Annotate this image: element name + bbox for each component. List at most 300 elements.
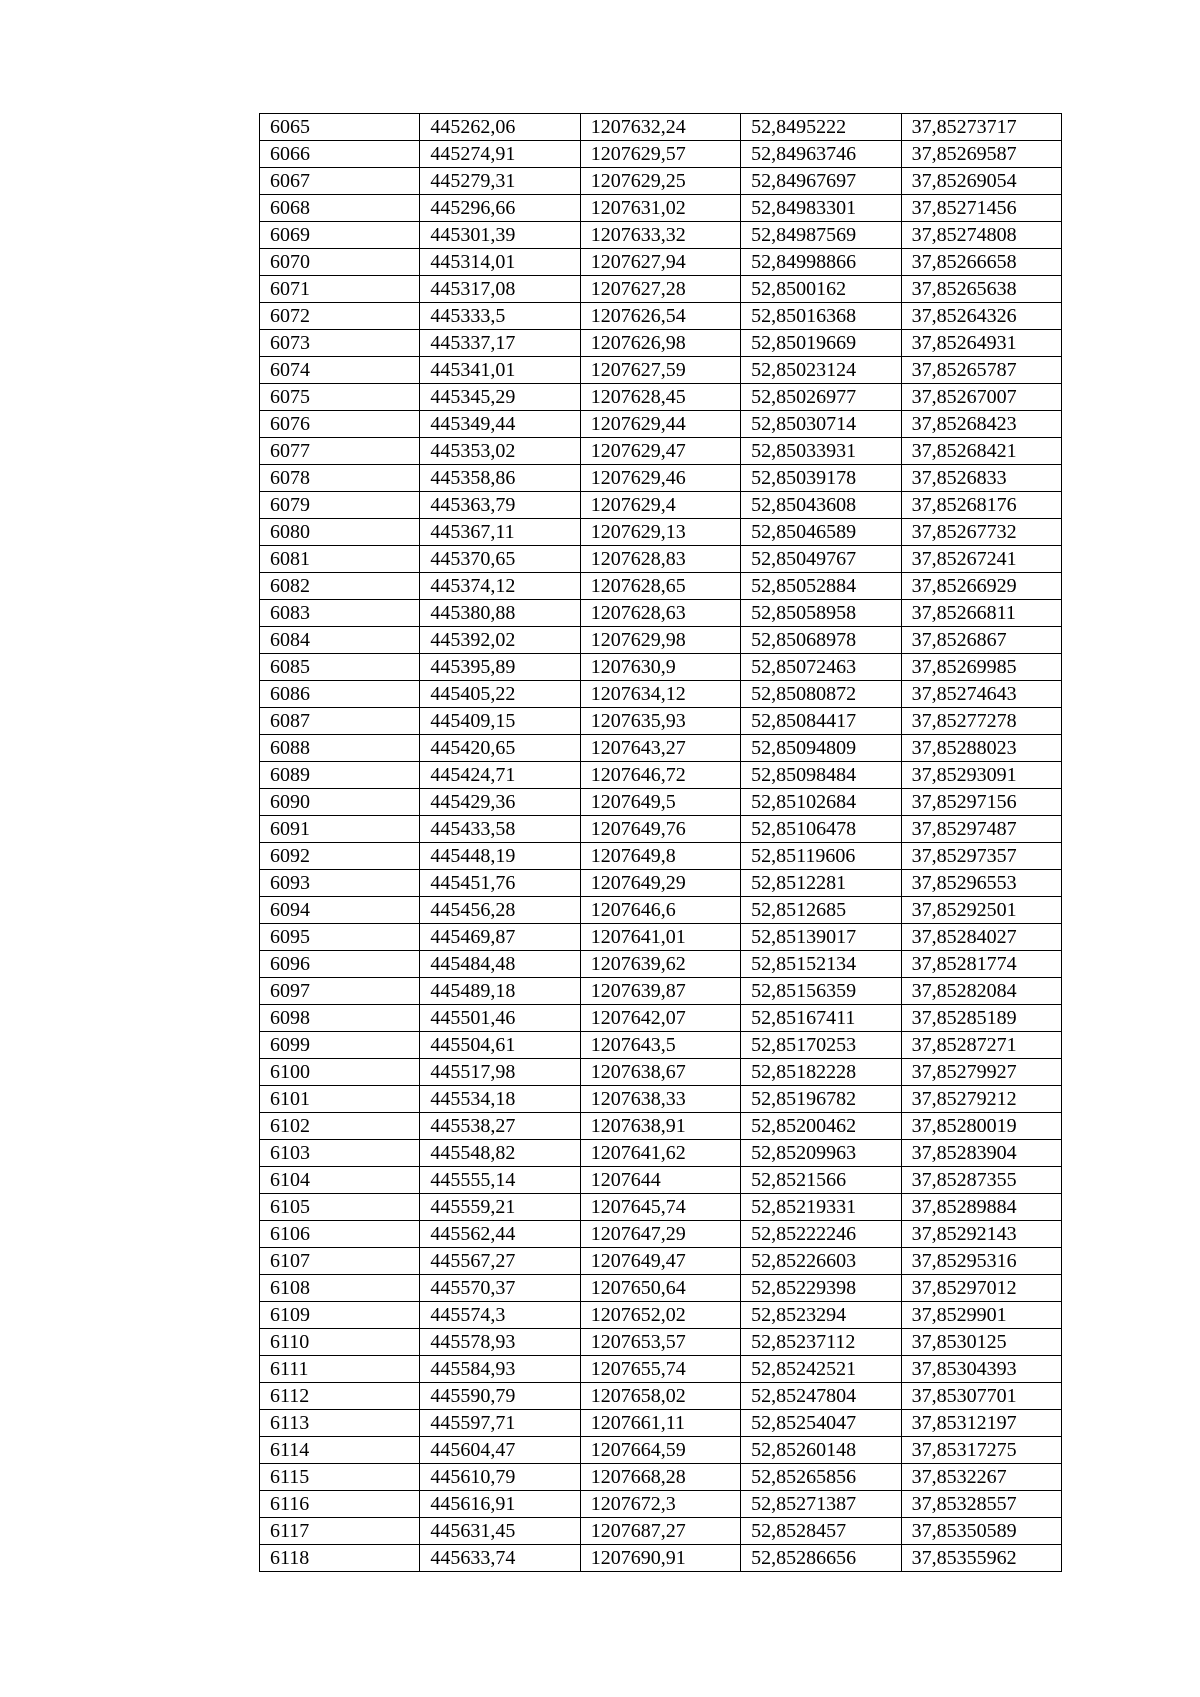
- y-coordinate-cell: 1207629,57: [580, 141, 740, 168]
- y-coordinate-cell: 1207629,25: [580, 168, 740, 195]
- table-row: [260, 519, 1062, 546]
- point-number-cell: 6093: [260, 870, 420, 897]
- table-row: [260, 978, 1062, 1005]
- longitude-cell: 37,85279927: [901, 1059, 1061, 1086]
- x-coordinate-cell: 445349,44: [420, 411, 580, 438]
- x-coordinate-cell: 445469,87: [420, 924, 580, 951]
- point-number-cell: 6116: [260, 1491, 420, 1518]
- latitude-cell: 52,85098484: [741, 762, 901, 789]
- table-row: [260, 1221, 1062, 1248]
- latitude-cell: 52,85156359: [741, 978, 901, 1005]
- latitude-cell: 52,85200462: [741, 1113, 901, 1140]
- point-number-cell: 6101: [260, 1086, 420, 1113]
- latitude-cell: 52,84967697: [741, 168, 901, 195]
- latitude-cell: 52,85219331: [741, 1194, 901, 1221]
- table-row: [260, 546, 1062, 573]
- y-coordinate-cell: 1207627,59: [580, 357, 740, 384]
- table-row: [260, 1248, 1062, 1275]
- longitude-cell: 37,85285189: [901, 1005, 1061, 1032]
- latitude-cell: 52,85102684: [741, 789, 901, 816]
- y-coordinate-cell: 1207628,45: [580, 384, 740, 411]
- y-coordinate-cell: 1207649,47: [580, 1248, 740, 1275]
- point-number-cell: 6098: [260, 1005, 420, 1032]
- longitude-cell: 37,85292501: [901, 897, 1061, 924]
- longitude-cell: 37,85289884: [901, 1194, 1061, 1221]
- y-coordinate-cell: 1207628,63: [580, 600, 740, 627]
- x-coordinate-cell: 445610,79: [420, 1464, 580, 1491]
- point-number-cell: 6065: [260, 114, 420, 141]
- table-row: [260, 924, 1062, 951]
- table-row: [260, 654, 1062, 681]
- y-coordinate-cell: 1207635,93: [580, 708, 740, 735]
- longitude-cell: 37,8532267: [901, 1464, 1061, 1491]
- point-number-cell: 6114: [260, 1437, 420, 1464]
- y-coordinate-cell: 1207627,28: [580, 276, 740, 303]
- x-coordinate-cell: 445504,61: [420, 1032, 580, 1059]
- table-row: [260, 1167, 1062, 1194]
- point-number-cell: 6088: [260, 735, 420, 762]
- table-row: [260, 762, 1062, 789]
- x-coordinate-cell: 445341,01: [420, 357, 580, 384]
- y-coordinate-cell: 1207644: [580, 1167, 740, 1194]
- longitude-cell: 37,85287271: [901, 1032, 1061, 1059]
- point-number-cell: 6111: [260, 1356, 420, 1383]
- table-row: [260, 1059, 1062, 1086]
- y-coordinate-cell: 1207647,29: [580, 1221, 740, 1248]
- longitude-cell: 37,85266929: [901, 573, 1061, 600]
- point-number-cell: 6104: [260, 1167, 420, 1194]
- y-coordinate-cell: 1207672,3: [580, 1491, 740, 1518]
- point-number-cell: 6087: [260, 708, 420, 735]
- y-coordinate-cell: 1207690,91: [580, 1545, 740, 1572]
- y-coordinate-cell: 1207633,32: [580, 222, 740, 249]
- x-coordinate-cell: 445548,82: [420, 1140, 580, 1167]
- table-row: [260, 1005, 1062, 1032]
- longitude-cell: 37,85307701: [901, 1383, 1061, 1410]
- longitude-cell: 37,85288023: [901, 735, 1061, 762]
- table-row: [260, 114, 1062, 141]
- x-coordinate-cell: 445395,89: [420, 654, 580, 681]
- table-row: [260, 1140, 1062, 1167]
- y-coordinate-cell: 1207646,72: [580, 762, 740, 789]
- latitude-cell: 52,85265856: [741, 1464, 901, 1491]
- longitude-cell: 37,85293091: [901, 762, 1061, 789]
- longitude-cell: 37,85274643: [901, 681, 1061, 708]
- latitude-cell: 52,85052884: [741, 573, 901, 600]
- table-row: [260, 1302, 1062, 1329]
- point-number-cell: 6096: [260, 951, 420, 978]
- table-row: [260, 951, 1062, 978]
- y-coordinate-cell: 1207645,74: [580, 1194, 740, 1221]
- longitude-cell: 37,85297156: [901, 789, 1061, 816]
- x-coordinate-cell: 445279,31: [420, 168, 580, 195]
- latitude-cell: 52,85039178: [741, 465, 901, 492]
- x-coordinate-cell: 445424,71: [420, 762, 580, 789]
- latitude-cell: 52,84987569: [741, 222, 901, 249]
- y-coordinate-cell: 1207631,02: [580, 195, 740, 222]
- table-row: [260, 1032, 1062, 1059]
- x-coordinate-cell: 445337,17: [420, 330, 580, 357]
- latitude-cell: 52,85170253: [741, 1032, 901, 1059]
- longitude-cell: 37,85328557: [901, 1491, 1061, 1518]
- latitude-cell: 52,85049767: [741, 546, 901, 573]
- latitude-cell: 52,85046589: [741, 519, 901, 546]
- longitude-cell: 37,85277278: [901, 708, 1061, 735]
- point-number-cell: 6073: [260, 330, 420, 357]
- latitude-cell: 52,85237112: [741, 1329, 901, 1356]
- x-coordinate-cell: 445501,46: [420, 1005, 580, 1032]
- table-row: [260, 168, 1062, 195]
- point-number-cell: 6084: [260, 627, 420, 654]
- table-row: [260, 492, 1062, 519]
- point-number-cell: 6072: [260, 303, 420, 330]
- y-coordinate-cell: 1207628,83: [580, 546, 740, 573]
- y-coordinate-cell: 1207634,12: [580, 681, 740, 708]
- x-coordinate-cell: 445633,74: [420, 1545, 580, 1572]
- longitude-cell: 37,85350589: [901, 1518, 1061, 1545]
- x-coordinate-cell: 445578,93: [420, 1329, 580, 1356]
- x-coordinate-cell: 445584,93: [420, 1356, 580, 1383]
- latitude-cell: 52,85043608: [741, 492, 901, 519]
- latitude-cell: 52,85182228: [741, 1059, 901, 1086]
- x-coordinate-cell: 445420,65: [420, 735, 580, 762]
- point-number-cell: 6069: [260, 222, 420, 249]
- point-number-cell: 6076: [260, 411, 420, 438]
- y-coordinate-cell: 1207655,74: [580, 1356, 740, 1383]
- point-number-cell: 6112: [260, 1383, 420, 1410]
- longitude-cell: 37,8530125: [901, 1329, 1061, 1356]
- x-coordinate-cell: 445570,37: [420, 1275, 580, 1302]
- y-coordinate-cell: 1207629,47: [580, 438, 740, 465]
- y-coordinate-cell: 1207627,94: [580, 249, 740, 276]
- longitude-cell: 37,85283904: [901, 1140, 1061, 1167]
- point-number-cell: 6091: [260, 816, 420, 843]
- latitude-cell: 52,85019669: [741, 330, 901, 357]
- y-coordinate-cell: 1207653,57: [580, 1329, 740, 1356]
- point-number-cell: 6083: [260, 600, 420, 627]
- table-row: [260, 1464, 1062, 1491]
- longitude-cell: 37,85273717: [901, 114, 1061, 141]
- x-coordinate-cell: 445314,01: [420, 249, 580, 276]
- latitude-cell: 52,85196782: [741, 1086, 901, 1113]
- x-coordinate-cell: 445405,22: [420, 681, 580, 708]
- y-coordinate-cell: 1207628,65: [580, 573, 740, 600]
- point-number-cell: 6071: [260, 276, 420, 303]
- table-row: [260, 681, 1062, 708]
- point-number-cell: 6103: [260, 1140, 420, 1167]
- latitude-cell: 52,85080872: [741, 681, 901, 708]
- latitude-cell: 52,85209963: [741, 1140, 901, 1167]
- table-body: [260, 114, 1062, 1572]
- point-number-cell: 6075: [260, 384, 420, 411]
- y-coordinate-cell: 1207658,02: [580, 1383, 740, 1410]
- table-row: [260, 1356, 1062, 1383]
- point-number-cell: 6097: [260, 978, 420, 1005]
- y-coordinate-cell: 1207646,6: [580, 897, 740, 924]
- longitude-cell: 37,85268421: [901, 438, 1061, 465]
- latitude-cell: 52,84963746: [741, 141, 901, 168]
- x-coordinate-cell: 445429,36: [420, 789, 580, 816]
- x-coordinate-cell: 445574,3: [420, 1302, 580, 1329]
- point-number-cell: 6107: [260, 1248, 420, 1275]
- coordinates-table: [259, 113, 1062, 1572]
- point-number-cell: 6085: [260, 654, 420, 681]
- point-number-cell: 6070: [260, 249, 420, 276]
- point-number-cell: 6094: [260, 897, 420, 924]
- latitude-cell: 52,8500162: [741, 276, 901, 303]
- table-row: [260, 627, 1062, 654]
- latitude-cell: 52,85139017: [741, 924, 901, 951]
- table-row: [260, 141, 1062, 168]
- table-row: [260, 735, 1062, 762]
- y-coordinate-cell: 1207649,5: [580, 789, 740, 816]
- longitude-cell: 37,8526833: [901, 465, 1061, 492]
- x-coordinate-cell: 445567,27: [420, 1248, 580, 1275]
- longitude-cell: 37,85304393: [901, 1356, 1061, 1383]
- point-number-cell: 6082: [260, 573, 420, 600]
- longitude-cell: 37,85274808: [901, 222, 1061, 249]
- latitude-cell: 52,85286656: [741, 1545, 901, 1572]
- y-coordinate-cell: 1207643,27: [580, 735, 740, 762]
- point-number-cell: 6067: [260, 168, 420, 195]
- table-row: [260, 249, 1062, 276]
- latitude-cell: 52,85226603: [741, 1248, 901, 1275]
- longitude-cell: 37,85264326: [901, 303, 1061, 330]
- table-row: [260, 600, 1062, 627]
- y-coordinate-cell: 1207626,54: [580, 303, 740, 330]
- latitude-cell: 52,8523294: [741, 1302, 901, 1329]
- x-coordinate-cell: 445562,44: [420, 1221, 580, 1248]
- longitude-cell: 37,85267007: [901, 384, 1061, 411]
- point-number-cell: 6115: [260, 1464, 420, 1491]
- longitude-cell: 37,85268176: [901, 492, 1061, 519]
- y-coordinate-cell: 1207641,62: [580, 1140, 740, 1167]
- longitude-cell: 37,85287355: [901, 1167, 1061, 1194]
- latitude-cell: 52,85242521: [741, 1356, 901, 1383]
- x-coordinate-cell: 445534,18: [420, 1086, 580, 1113]
- latitude-cell: 52,85152134: [741, 951, 901, 978]
- table-row: [260, 411, 1062, 438]
- longitude-cell: 37,85269985: [901, 654, 1061, 681]
- table-row: [260, 276, 1062, 303]
- point-number-cell: 6106: [260, 1221, 420, 1248]
- y-coordinate-cell: 1207649,29: [580, 870, 740, 897]
- longitude-cell: 37,85282084: [901, 978, 1061, 1005]
- latitude-cell: 52,85222246: [741, 1221, 901, 1248]
- table-row: [260, 843, 1062, 870]
- x-coordinate-cell: 445392,02: [420, 627, 580, 654]
- longitude-cell: 37,85266658: [901, 249, 1061, 276]
- table-row: [260, 357, 1062, 384]
- latitude-cell: 52,8521566: [741, 1167, 901, 1194]
- table-row: [260, 384, 1062, 411]
- x-coordinate-cell: 445631,45: [420, 1518, 580, 1545]
- x-coordinate-cell: 445409,15: [420, 708, 580, 735]
- x-coordinate-cell: 445301,39: [420, 222, 580, 249]
- table-row: [260, 1329, 1062, 1356]
- x-coordinate-cell: 445555,14: [420, 1167, 580, 1194]
- table-row: [260, 1113, 1062, 1140]
- y-coordinate-cell: 1207638,33: [580, 1086, 740, 1113]
- y-coordinate-cell: 1207649,76: [580, 816, 740, 843]
- table-row: [260, 1491, 1062, 1518]
- y-coordinate-cell: 1207650,64: [580, 1275, 740, 1302]
- table-row: [260, 897, 1062, 924]
- table-row: [260, 330, 1062, 357]
- table-row: [260, 1383, 1062, 1410]
- point-number-cell: 6089: [260, 762, 420, 789]
- y-coordinate-cell: 1207632,24: [580, 114, 740, 141]
- point-number-cell: 6078: [260, 465, 420, 492]
- longitude-cell: 37,85295316: [901, 1248, 1061, 1275]
- x-coordinate-cell: 445274,91: [420, 141, 580, 168]
- longitude-cell: 37,85281774: [901, 951, 1061, 978]
- y-coordinate-cell: 1207629,46: [580, 465, 740, 492]
- x-coordinate-cell: 445538,27: [420, 1113, 580, 1140]
- table-row: [260, 1518, 1062, 1545]
- latitude-cell: 52,85026977: [741, 384, 901, 411]
- latitude-cell: 52,85072463: [741, 654, 901, 681]
- y-coordinate-cell: 1207664,59: [580, 1437, 740, 1464]
- table-row: [260, 438, 1062, 465]
- latitude-cell: 52,85068978: [741, 627, 901, 654]
- x-coordinate-cell: 445604,47: [420, 1437, 580, 1464]
- longitude-cell: 37,85271456: [901, 195, 1061, 222]
- longitude-cell: 37,85267241: [901, 546, 1061, 573]
- point-number-cell: 6099: [260, 1032, 420, 1059]
- latitude-cell: 52,8512685: [741, 897, 901, 924]
- point-number-cell: 6079: [260, 492, 420, 519]
- y-coordinate-cell: 1207629,13: [580, 519, 740, 546]
- latitude-cell: 52,85167411: [741, 1005, 901, 1032]
- longitude-cell: 37,85297487: [901, 816, 1061, 843]
- longitude-cell: 37,85284027: [901, 924, 1061, 951]
- longitude-cell: 37,85312197: [901, 1410, 1061, 1437]
- x-coordinate-cell: 445317,08: [420, 276, 580, 303]
- latitude-cell: 52,84998866: [741, 249, 901, 276]
- latitude-cell: 52,85033931: [741, 438, 901, 465]
- table-row: [260, 1275, 1062, 1302]
- table-row: [260, 222, 1062, 249]
- point-number-cell: 6102: [260, 1113, 420, 1140]
- y-coordinate-cell: 1207629,4: [580, 492, 740, 519]
- table-row: [260, 195, 1062, 222]
- y-coordinate-cell: 1207687,27: [580, 1518, 740, 1545]
- table-row: [260, 573, 1062, 600]
- latitude-cell: 52,85271387: [741, 1491, 901, 1518]
- x-coordinate-cell: 445374,12: [420, 573, 580, 600]
- point-number-cell: 6092: [260, 843, 420, 870]
- longitude-cell: 37,85265787: [901, 357, 1061, 384]
- longitude-cell: 37,85297357: [901, 843, 1061, 870]
- longitude-cell: 37,85268423: [901, 411, 1061, 438]
- y-coordinate-cell: 1207642,07: [580, 1005, 740, 1032]
- x-coordinate-cell: 445489,18: [420, 978, 580, 1005]
- longitude-cell: 37,85265638: [901, 276, 1061, 303]
- y-coordinate-cell: 1207652,02: [580, 1302, 740, 1329]
- table-row: [260, 1437, 1062, 1464]
- latitude-cell: 52,85094809: [741, 735, 901, 762]
- y-coordinate-cell: 1207661,11: [580, 1410, 740, 1437]
- x-coordinate-cell: 445590,79: [420, 1383, 580, 1410]
- longitude-cell: 37,8526867: [901, 627, 1061, 654]
- longitude-cell: 37,85317275: [901, 1437, 1061, 1464]
- x-coordinate-cell: 445358,86: [420, 465, 580, 492]
- point-number-cell: 6117: [260, 1518, 420, 1545]
- longitude-cell: 37,85264931: [901, 330, 1061, 357]
- longitude-cell: 37,85269587: [901, 141, 1061, 168]
- longitude-cell: 37,85296553: [901, 870, 1061, 897]
- latitude-cell: 52,8528457: [741, 1518, 901, 1545]
- point-number-cell: 6086: [260, 681, 420, 708]
- latitude-cell: 52,85119606: [741, 843, 901, 870]
- latitude-cell: 52,85106478: [741, 816, 901, 843]
- point-number-cell: 6118: [260, 1545, 420, 1572]
- y-coordinate-cell: 1207630,9: [580, 654, 740, 681]
- y-coordinate-cell: 1207649,8: [580, 843, 740, 870]
- longitude-cell: 37,85297012: [901, 1275, 1061, 1302]
- longitude-cell: 37,85355962: [901, 1545, 1061, 1572]
- x-coordinate-cell: 445559,21: [420, 1194, 580, 1221]
- x-coordinate-cell: 445517,98: [420, 1059, 580, 1086]
- longitude-cell: 37,85269054: [901, 168, 1061, 195]
- point-number-cell: 6110: [260, 1329, 420, 1356]
- point-number-cell: 6080: [260, 519, 420, 546]
- table-row: [260, 789, 1062, 816]
- table-row: [260, 708, 1062, 735]
- longitude-cell: 37,85279212: [901, 1086, 1061, 1113]
- latitude-cell: 52,85229398: [741, 1275, 901, 1302]
- longitude-cell: 37,85292143: [901, 1221, 1061, 1248]
- longitude-cell: 37,8529901: [901, 1302, 1061, 1329]
- x-coordinate-cell: 445345,29: [420, 384, 580, 411]
- latitude-cell: 52,85254047: [741, 1410, 901, 1437]
- x-coordinate-cell: 445616,91: [420, 1491, 580, 1518]
- y-coordinate-cell: 1207639,62: [580, 951, 740, 978]
- point-number-cell: 6109: [260, 1302, 420, 1329]
- x-coordinate-cell: 445296,66: [420, 195, 580, 222]
- x-coordinate-cell: 445597,71: [420, 1410, 580, 1437]
- y-coordinate-cell: 1207626,98: [580, 330, 740, 357]
- x-coordinate-cell: 445367,11: [420, 519, 580, 546]
- longitude-cell: 37,85266811: [901, 600, 1061, 627]
- point-number-cell: 6105: [260, 1194, 420, 1221]
- table-row: [260, 1194, 1062, 1221]
- table-row: [260, 465, 1062, 492]
- point-number-cell: 6095: [260, 924, 420, 951]
- y-coordinate-cell: 1207641,01: [580, 924, 740, 951]
- point-number-cell: 6108: [260, 1275, 420, 1302]
- x-coordinate-cell: 445370,65: [420, 546, 580, 573]
- latitude-cell: 52,85016368: [741, 303, 901, 330]
- x-coordinate-cell: 445333,5: [420, 303, 580, 330]
- latitude-cell: 52,84983301: [741, 195, 901, 222]
- point-number-cell: 6066: [260, 141, 420, 168]
- x-coordinate-cell: 445262,06: [420, 114, 580, 141]
- y-coordinate-cell: 1207638,67: [580, 1059, 740, 1086]
- y-coordinate-cell: 1207629,44: [580, 411, 740, 438]
- table-row: [260, 816, 1062, 843]
- y-coordinate-cell: 1207639,87: [580, 978, 740, 1005]
- table-row: [260, 870, 1062, 897]
- latitude-cell: 52,85030714: [741, 411, 901, 438]
- x-coordinate-cell: 445353,02: [420, 438, 580, 465]
- y-coordinate-cell: 1207668,28: [580, 1464, 740, 1491]
- longitude-cell: 37,85267732: [901, 519, 1061, 546]
- latitude-cell: 52,85023124: [741, 357, 901, 384]
- x-coordinate-cell: 445451,76: [420, 870, 580, 897]
- point-number-cell: 6081: [260, 546, 420, 573]
